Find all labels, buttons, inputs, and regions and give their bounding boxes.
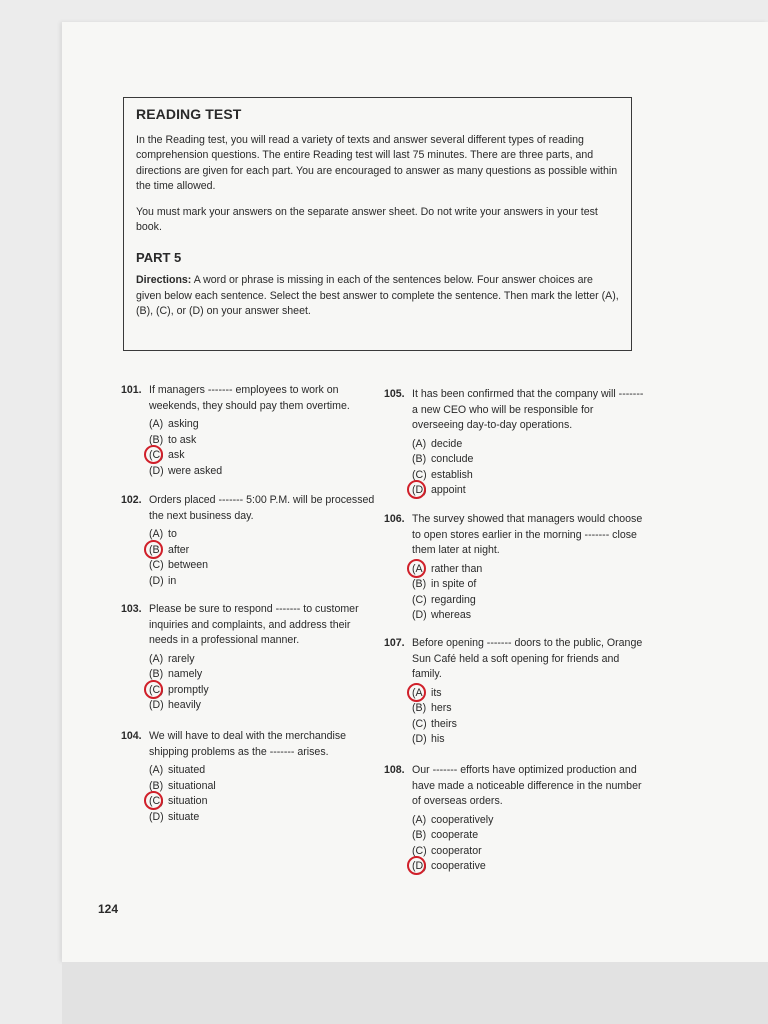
option-d[interactable]: (D) situate: [149, 810, 200, 823]
option-d[interactable]: (D) were asked: [149, 464, 223, 477]
option-d[interactable]: (D) whereas: [412, 609, 472, 621]
part-directions: [136, 273, 619, 320]
question-104: [121, 729, 381, 825]
answer-options: [384, 686, 644, 748]
answer-mark-circle: [144, 540, 163, 559]
part-title: PART 5: [136, 249, 182, 265]
option-d[interactable]: (D) cooperative: [412, 859, 644, 875]
option-d[interactable]: (D) his: [412, 733, 445, 745]
option-b[interactable]: (B) to ask: [149, 433, 197, 446]
instructions-box: [123, 97, 632, 351]
question-number: 105.: [384, 388, 405, 400]
option-c[interactable]: (C) between: [149, 559, 209, 571]
option-a[interactable]: (A) decide: [412, 437, 463, 450]
question-stem: [121, 493, 381, 524]
option-d[interactable]: (D) in: [149, 574, 177, 587]
question-stem: [384, 387, 644, 434]
option-a[interactable]: (A) asking: [149, 418, 199, 430]
question-stem: [384, 763, 644, 810]
answer-options: [121, 417, 381, 479]
question-stem: [121, 383, 381, 414]
answer-mark-circle: [144, 791, 163, 810]
option-b[interactable]: (B) in spite of: [412, 578, 477, 590]
option-c[interactable]: (C) situation: [149, 794, 381, 810]
answer-options: [384, 437, 644, 499]
reading-test-paragraph-1: In the Reading test, you will read a variety of texts and answer several different types of reading comprehension questions. The entire Reading test will last 75 minutes. There are three parts, and directions are given for each part. You are encouraged to answer as many questions as possible within the time allowed.: [136, 133, 618, 192]
option-a[interactable]: (A) to: [149, 528, 177, 540]
option-c[interactable]: (C) promptly: [149, 683, 381, 699]
question-103: [121, 602, 381, 714]
answer-mark-circle: [407, 856, 426, 875]
option-a[interactable]: (A) situated: [149, 764, 206, 776]
question-text: We will have to deal with the merchandise shipping problems as the ------- arises.: [149, 730, 347, 758]
option-b[interactable]: (B) hers: [412, 702, 452, 714]
option-b[interactable]: (B) conclude: [412, 453, 474, 465]
option-a[interactable]: (A) its: [412, 686, 644, 702]
question-106: [384, 512, 644, 624]
question-108: [384, 763, 644, 875]
question-text: Please be sure to respond ------- to customer inquiries and complaints, and address their needs in a professional manner.: [149, 603, 359, 646]
option-c[interactable]: (C) theirs: [412, 717, 457, 730]
question-number: 103.: [121, 603, 142, 615]
directions-text: A word or phrase is missing in each of the sentences below. Four answer choices are given below each sentence. Select the best answer to complete the sentence. Then mark the letter (A), (B), (C), or (D) on your answer sheet.: [136, 274, 619, 317]
page-number: 124: [98, 902, 119, 916]
question-number: 108.: [384, 764, 405, 776]
question-text: Our ------- efforts have optimized production and have made a noticeable difference in the number of overseas orders.: [412, 764, 642, 807]
answer-mark-circle: [407, 559, 426, 578]
question-102: [121, 493, 381, 589]
reading-test-paragraph-2: You must mark your answers on the separate answer sheet. Do not write your answers in your test book.: [136, 205, 598, 233]
answer-mark-circle: [144, 445, 163, 464]
question-101: [121, 383, 381, 479]
answer-mark-circle: [407, 480, 426, 499]
option-b[interactable]: (B) namely: [149, 668, 203, 680]
answer-options: [384, 813, 644, 875]
question-stem: [121, 729, 381, 760]
question-stem: [121, 602, 381, 649]
option-a[interactable]: (A) rarely: [149, 652, 195, 665]
question-text: Before opening ------- doors to the public, Orange Sun Café held a soft opening for friends and family.: [412, 637, 643, 680]
option-a[interactable]: (A) cooperatively: [412, 813, 494, 826]
option-c[interactable]: (C) cooperator: [412, 844, 482, 857]
question-text: If managers ------- employees to work on weekends, they should pay them overtime.: [149, 384, 350, 412]
answer-mark-circle: [144, 680, 163, 699]
option-b[interactable]: (B) cooperate: [412, 829, 479, 841]
question-number: 104.: [121, 730, 142, 742]
question-number: 102.: [121, 494, 142, 506]
question-number: 101.: [121, 384, 142, 396]
option-a[interactable]: (A) rather than: [412, 562, 644, 578]
option-c[interactable]: (C) ask: [149, 448, 381, 464]
question-text: It has been confirmed that the company will ------- a new CEO who will be responsible for overseeing day-to-day operations.: [412, 388, 644, 431]
answer-options: [384, 562, 644, 624]
option-d[interactable]: (D) heavily: [149, 699, 201, 711]
page-shadow-area: [62, 962, 768, 1024]
directions-label: Directions:: [136, 274, 192, 286]
question-stem: [384, 636, 644, 683]
question-107: [384, 636, 644, 748]
question-number: 107.: [384, 637, 405, 649]
option-b[interactable]: (B) situational: [149, 779, 216, 792]
question-number: 106.: [384, 513, 405, 525]
answer-mark-circle: [407, 683, 426, 702]
question-text: The survey showed that managers would choose to open stores earlier in the morning ------- close them later at night.: [412, 513, 643, 556]
answer-options: [121, 763, 381, 825]
answer-options: [121, 527, 381, 589]
question-text: Orders placed ------- 5:00 P.M. will be processed the next business day.: [149, 494, 375, 522]
question-105: [384, 387, 644, 499]
question-stem: [384, 512, 644, 559]
answer-options: [121, 652, 381, 714]
option-b[interactable]: (B) after: [149, 543, 381, 559]
reading-test-title: READING TEST: [136, 106, 242, 122]
option-c[interactable]: (C) regarding: [412, 593, 476, 606]
option-d[interactable]: (D) appoint: [412, 483, 644, 499]
option-c[interactable]: (C) establish: [412, 468, 473, 481]
